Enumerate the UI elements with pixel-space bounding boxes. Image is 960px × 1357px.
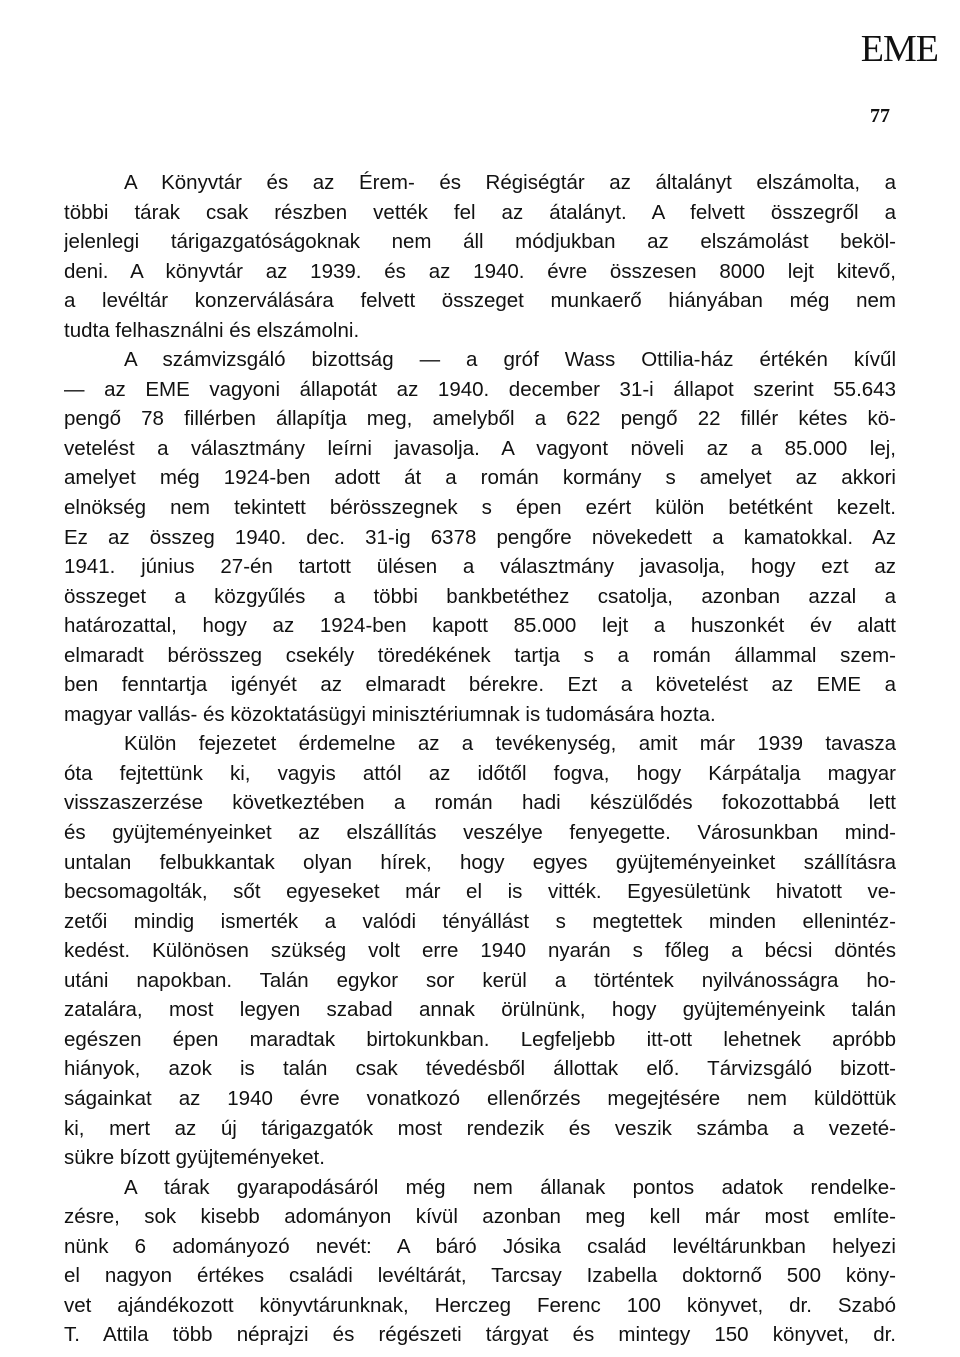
text-line: elnökség nem tekintett bérösszegnek s épen ezért külön betétként kezelt. [64, 496, 896, 520]
page-number: 77 [870, 105, 890, 127]
text-line: 1941. június 27-én tartott ülésen a választmány javasolja, hogy ezt az [64, 555, 896, 579]
text-line: pengő 78 fillérben állapítja meg, amelyből a 622 pengő 22 fillér kétes kö- [64, 407, 896, 431]
text-line: tudta felhasználni és elszámolni. [64, 318, 360, 342]
text-line: zatalára, most legyen szabad annak örülnünk, hogy gyüjteményeink talán [64, 998, 896, 1022]
text-line: — az EME vagyoni állapotát az 1940. december 31-i állapot szerint 55.643 [64, 377, 896, 401]
text-line: becsomagolták, sőt egyeseket már el is vitték. Egyesületünk hivatott ve- [64, 880, 896, 904]
text-line: többi tárak csak részben vették fel az átalányt. A felvett összegről a [64, 200, 896, 224]
text-line: Ez az összeg 1940. dec. 31-ig 6378 pengőre növekedett a kamatokkal. Az [64, 525, 896, 549]
text-line: A számvizsgáló bizottság — a gróf Wass Ottilia-ház értékén kívűl [124, 348, 896, 372]
text-line: untalan felbukkantak olyan hírek, hogy egyes gyüjteményeinket szállításra [64, 850, 896, 874]
text-line: elmaradt bérösszeg csekély töredékének tartja s a román állammal szem- [64, 643, 896, 667]
text-line: zésre, sok kisebb adományon kívül azonban meg kell már most említe- [64, 1205, 896, 1229]
text-line: ben fenntartja igényét az elmaradt bérekre. Ezt a követelést az EME a [64, 673, 896, 697]
body-text [64, 168, 896, 1350]
text-line: nünk 6 adományozó nevét: A báró Jósika család levéltárunkban helyezi [64, 1234, 896, 1258]
text-line: amelyet még 1924-ben adott át a román kormány s amelyet az akkori [64, 466, 896, 490]
text-line: magyar vallás- és közoktatásügyi minisztériumnak is tudomására hozta. [64, 702, 716, 726]
text-line: zetői mindig ismerték a valódi tényállást s megtettek minden ellenintéz- [64, 909, 896, 933]
text-line: jelenlegi tárigazgatóságoknak nem áll módjukban az elszámolást beköl- [64, 230, 896, 254]
text-line: hiányok, azok is talán csak tévedésből állottak elő. Tárvizsgáló bizott- [64, 1057, 896, 1081]
text-line: T. Attila több néprajzi és régészeti tárgyat és mintegy 150 könyvet, dr. [64, 1323, 896, 1347]
text-line: utáni napokban. Talán egykor sor kerül a történtek nyilvánosságra ho- [64, 968, 896, 992]
text-line: határozattal, hogy az 1924-ben kapott 85.000 lejt a huszonkét év alatt [64, 614, 896, 638]
text-line: a levéltár konzerválására felvett összeget munkaerő hiányában még nem [64, 289, 896, 313]
text-line: óta fejtettünk ki, vagyis attól az időtől fogva, hogy Kárpátalja magyar [64, 761, 896, 785]
text-line: összeget a közgyűlés a többi bankbetéthez csatolja, azonban azzal a [64, 584, 896, 608]
text-line: A Könyvtár és az Érem- és Régiségtár az általányt elszámolta, a [124, 171, 896, 194]
text-line: sükre bízott gyüjteményeket. [64, 1146, 325, 1170]
text-line: visszaszerzése következtében a román hadi készülődés fokozottabbá lett [64, 791, 896, 815]
text-line: egészen épen maradtak birtokunkban. Legfeljebb itt-ott lehetnek apróbb [64, 1027, 896, 1051]
text-line: kedést. Különösen szükség volt erre 1940 nyarán s főleg a bécsi döntés [64, 939, 896, 963]
text-line: vetelést a választmány leírni javasolja. A vagyont növeli az a 85.000 lej, [64, 436, 896, 460]
running-head: EME [860, 28, 938, 70]
text-line: és gyüjteményeinket az elszállítás veszélye fenyegette. Városunkban mind- [64, 821, 896, 845]
text-line: ki, mert az új tárigazgatók most rendezik és veszik számba a vezeté- [64, 1116, 896, 1140]
text-line: vet ajándékozott könyvtárunknak, Herczeg Ferenc 100 könyvet, dr. Szabó [64, 1293, 896, 1317]
text-line: el nagyon értékes családi levéltárát, Tarcsay Izabella doktornő 500 köny- [64, 1264, 896, 1288]
text-line: ságainkat az 1940 évre vonatkozó ellenőrzés megejtésére nem küldöttük [64, 1086, 896, 1110]
text-line: Külön fejezetet érdemelne az a tevékenység, amit már 1939 tavasza [124, 732, 896, 756]
text-line: A tárak gyarapodásáról még nem állanak pontos adatok rendelke- [124, 1175, 896, 1199]
text-line: deni. A könyvtár az 1939. és az 1940. évre összesen 8000 lejt kitevő, [64, 259, 896, 283]
